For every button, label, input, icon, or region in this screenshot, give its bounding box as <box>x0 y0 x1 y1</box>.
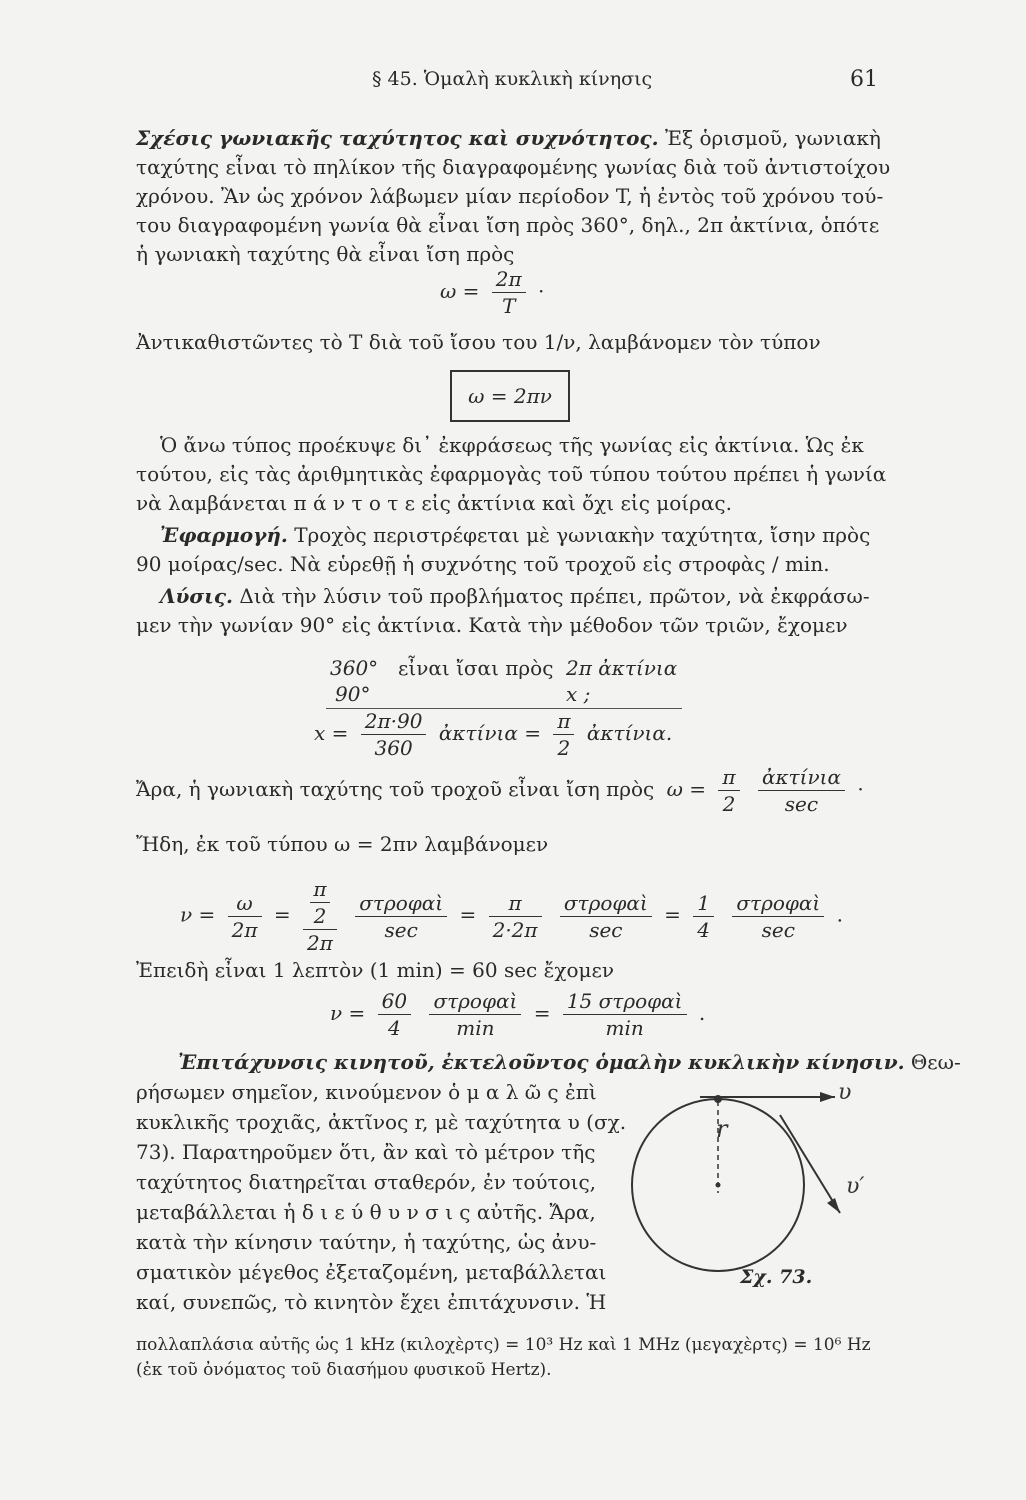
intro-heading: Σχέσις γωνιακῆς ταχύτητος καὶ συχνότητος. <box>136 126 659 150</box>
fraction-bar <box>361 734 427 735</box>
nu-u2n: στροφαὶ <box>359 890 444 915</box>
figure-73 <box>620 1075 900 1295</box>
nu-lhs: ν = <box>180 902 216 927</box>
eqx-den1: 360 <box>374 736 413 760</box>
fraction-bar <box>563 1014 687 1015</box>
velocity-vector-2 <box>780 1115 840 1213</box>
fraction-bar <box>310 902 330 903</box>
nu-n2top: π <box>313 877 327 901</box>
fraction-bar <box>355 916 447 917</box>
nu-d4: 4 <box>697 917 710 942</box>
solution-line-2: μεν τὴν γωνίαν 90° εἰς ἀκτίνια. Κατὰ τὴν μέθοδον τῶν τριῶν, ἔχομεν <box>136 613 848 637</box>
eqx-num2: π <box>557 709 571 733</box>
nu-d1: 2π <box>231 917 258 942</box>
page-number: 61 <box>850 67 878 92</box>
acceleration-heading: Ἐπιτάχυνσις κινητοῦ, ἐκτελοῦντος ὁμαλὴν κυκλικὴν κίνησιν. <box>178 1050 905 1074</box>
nu-unit4 <box>732 892 824 941</box>
nu-u2d: sec <box>384 917 418 942</box>
final-u1d: min <box>456 1016 495 1040</box>
boxed-formula-text: ω = 2πν <box>468 384 552 408</box>
nu-u4n: στροφαὶ <box>736 890 821 915</box>
intro-line-5: ἡ γωνιακὴ ταχύτης θὰ εἶναι ἴση πρὸς <box>136 242 515 266</box>
final-lhs: ν = <box>330 1001 366 1025</box>
rule-row1-a: 360° <box>330 656 379 680</box>
ara-text: Ἄρα, ἡ γωνιακὴ ταχύτης τοῦ τροχοῦ εἶναι ἴση πρὸς <box>136 777 655 801</box>
intro-line-1 <box>136 126 881 150</box>
equation-x <box>314 710 672 759</box>
figure-caption: Σχ. 73. <box>740 1266 813 1288</box>
arrowhead-1 <box>820 1092 835 1102</box>
nu-unit2 <box>355 892 447 941</box>
final-d2: min <box>605 1016 644 1040</box>
eqx-num1: 2π·90 <box>364 709 423 733</box>
ara-den: 2 <box>722 792 736 816</box>
ara-lhs: ω = <box>666 777 707 801</box>
equation-omega-2pi-T <box>440 268 544 317</box>
fraction-bar <box>489 916 542 917</box>
footnote-line-2: (ἐκ τοῦ ὀνόματος τοῦ διασήμου φυσικοῦ Hertz). <box>136 1360 552 1380</box>
nu-eq1: = <box>273 902 291 927</box>
fraction-bar <box>758 790 845 791</box>
eqx-frac1 <box>361 710 427 759</box>
label-v: υ <box>838 1080 852 1105</box>
acceleration-line-1: ρήσωμεν σημεῖον, κινούμενον ὁ μ α λ ῶ ς ἐπὶ <box>136 1080 597 1104</box>
footnote-line-1: πολλαπλάσια αὐτῆς ὡς 1 kHz (κιλοχὲρτς) = 10³ Hz καὶ 1 MHz (μεγαχὲρτς) = 10⁶ Hz <box>136 1335 871 1355</box>
application-line-1 <box>160 523 870 547</box>
eqx-den2: 2 <box>557 736 571 760</box>
nu-n1: ω <box>236 890 253 915</box>
nu-n3: π <box>508 890 522 915</box>
acceleration-line-8: καί, συνεπῶς, τὸ κινητὸν ἔχει ἐπιτάχυνσιν. Ἡ <box>136 1290 607 1314</box>
eqx-frac2 <box>553 710 574 759</box>
ara-den2: sec <box>784 792 819 816</box>
rule-row2-c: x ; <box>566 682 591 706</box>
nu-u4d: sec <box>761 917 795 942</box>
nu-u3n: στροφαὶ <box>563 890 648 915</box>
application-text-1: Τροχὸς περιστρέφεται μὲ γωνιακὴν ταχύτητα, ἴσην πρὸς <box>294 523 871 547</box>
boxed-formula <box>450 370 570 422</box>
ara-end: · <box>857 777 864 801</box>
solution-text-1: Διὰ τὴν λύσιν τοῦ προβλήματος πρέπει, πρῶτον, νὰ ἐκφράσω- <box>239 584 870 608</box>
eqx-lhs: x = <box>314 721 349 745</box>
eqx-unit2: ἀκτίνια. <box>586 721 673 745</box>
nu-frac3 <box>489 892 542 941</box>
final-n1: 60 <box>381 989 408 1013</box>
label-r: r <box>716 1115 728 1143</box>
acceleration-line-7: σματικὸν μέγεθος ἐξεταζομένη, μεταβάλλεται <box>136 1260 607 1284</box>
fraction-bar <box>718 790 739 791</box>
nu-u3d: sec <box>589 917 623 942</box>
fraction-bar <box>560 916 652 917</box>
application-heading: Ἐφαρμογή. <box>160 523 288 547</box>
arrowhead-2 <box>827 1198 840 1213</box>
nu-n2bot: 2 <box>313 904 327 928</box>
intro-text-1: Ἐξ ὁρισμοῦ, γωνιακὴ <box>665 126 881 150</box>
final-frac2 <box>563 990 687 1039</box>
acceleration-line-2: κυκλικῆς τροχιᾶς, ἀκτῖνος r, μὲ ταχύτητα υ (σχ. <box>136 1110 627 1134</box>
final-end: . <box>698 1001 706 1025</box>
equation-final: ν = $\frac{60}{4}$ $\frac{\text{στροφαὶ}}{\min}$ = $\frac{\text{15 στροφαὶ}}{\min}$ . <box>330 989 706 1040</box>
fraction-bar <box>553 734 574 735</box>
final-frac1 <box>378 990 411 1039</box>
final-d1: 4 <box>388 1016 401 1040</box>
nu-end: . <box>836 902 843 927</box>
eq1-dot: · <box>538 279 545 303</box>
nu-frac2 <box>303 878 337 954</box>
application-line-2: 90 μοίρας/sec. Νὰ εὑρεθῇ ἡ συχνότης τοῦ τροχοῦ εἰς στροφὰς / min. <box>136 552 830 576</box>
fraction-bar <box>693 916 714 917</box>
nu-frac4 <box>693 892 714 941</box>
intro-line-4: του διαγραφομένη γωνία θὰ εἶναι ἴση πρὸς 360°, δηλ., 2π ἀκτίνια, ὁπότε <box>136 213 880 237</box>
final-n2: 15 στροφαὶ <box>566 989 683 1013</box>
note-line-1: Ὁ ἄνω τύπος προέκυψε δι᾽ ἐκφράσεως τῆς γωνίας εἰς ἀκτίνια. Ὡς ἐκ <box>160 433 864 457</box>
note-line-3: νὰ λαμβάνεται π ά ν τ ο τ ε εἰς ἀκτίνια καὶ ὄχι εἰς μοίρας. <box>136 491 732 515</box>
rule-row1-b: εἶναι ἴσαι πρὸς <box>398 656 554 680</box>
equation-nu <box>180 878 843 954</box>
acceleration-l0: Θεω- <box>910 1050 961 1074</box>
fraction-bar <box>378 1014 411 1015</box>
ara-num: π <box>722 765 736 789</box>
eq1-den: T <box>502 294 516 318</box>
nu-unit3 <box>560 892 652 941</box>
nu-d2: 2π <box>307 931 333 955</box>
nu-n2-compound <box>306 878 334 927</box>
epeidh-line: Ἐπειδὴ εἶναι 1 λεπτὸν (1 min) = 60 sec ἔχομεν <box>136 958 615 982</box>
fraction-bar <box>732 916 824 917</box>
section-header: § 45. Ὁμαλὴ κυκλικὴ κίνησις <box>372 68 653 90</box>
center-point <box>716 1183 721 1188</box>
nu-d3: 2·2π <box>492 917 538 942</box>
intro-line-2: ταχύτης εἶναι τὸ πηλίκον τῆς διαγραφομένης γωνίας διὰ τοῦ ἀντιστοίχου <box>136 155 891 179</box>
solution-line-1 <box>160 584 870 608</box>
rule-row1-c: 2π ἀκτίνια <box>566 656 678 680</box>
eq1-fraction <box>492 268 526 317</box>
acceleration-heading-line <box>178 1050 961 1074</box>
fraction-bar <box>228 916 262 917</box>
nu-n4: 1 <box>697 890 710 915</box>
fraction-bar <box>303 929 337 930</box>
label-v-prime: υ′ <box>846 1174 865 1199</box>
acceleration-line-5: μεταβάλλεται ἡ δ ι ε ύ θ υ ν σ ι ς αὐτῆς. Ἄρα, <box>136 1200 596 1224</box>
eqx-unit1: ἀκτίνια = <box>438 721 541 745</box>
final-u1n: στροφαὶ <box>433 989 518 1013</box>
fraction-bar <box>492 292 526 293</box>
fraction-bar <box>429 1014 521 1015</box>
final-unit1 <box>429 990 521 1039</box>
nu-eq3: = <box>664 902 681 927</box>
nu-frac1 <box>228 892 262 941</box>
eq1-lhs: ω = <box>440 279 480 303</box>
acceleration-line-4: ταχύτητος διατηρεῖται σταθερόν, ἐν τούτοις, <box>136 1170 597 1194</box>
ara-line <box>136 766 864 815</box>
note-line-2: τούτου, εἰς τὰς ἀριθμητικὰς ἐφαρμογὰς τοῦ τύπου τούτου πρέπει ἡ γωνία <box>136 462 887 486</box>
replace-line: Ἀντικαθιστῶντες τὸ T διὰ τοῦ ἴσου του 1/ν, λαμβάνομεν τὸν τύπον <box>136 330 821 354</box>
hdh-line: Ἤδη, ἐκ τοῦ τύπου ω = 2πν λαμβάνομεν <box>136 832 549 856</box>
ara-num2: ἀκτίνια <box>761 765 841 789</box>
eq1-num: 2π <box>495 267 522 291</box>
ara-frac1 <box>718 766 739 815</box>
solution-heading: Λύσις. <box>160 584 233 608</box>
acceleration-line-3: 73). Παρατηροῦμεν ὅτι, ἂν καὶ τὸ μέτρον τῆς <box>136 1140 596 1164</box>
nu-eq2: = <box>459 902 477 927</box>
acceleration-line-6: κατὰ τὴν κίνησιν ταύτην, ἡ ταχύτης, ὡς ἀνυ- <box>136 1230 597 1254</box>
intro-line-3: χρόνου. Ἂν ὡς χρόνον λάβωμεν μίαν περίοδον T, ἡ ἐντὸς τοῦ χρόνου τού- <box>136 184 884 208</box>
ara-frac2 <box>758 766 845 815</box>
rule-row2-a: 90° <box>335 682 371 706</box>
